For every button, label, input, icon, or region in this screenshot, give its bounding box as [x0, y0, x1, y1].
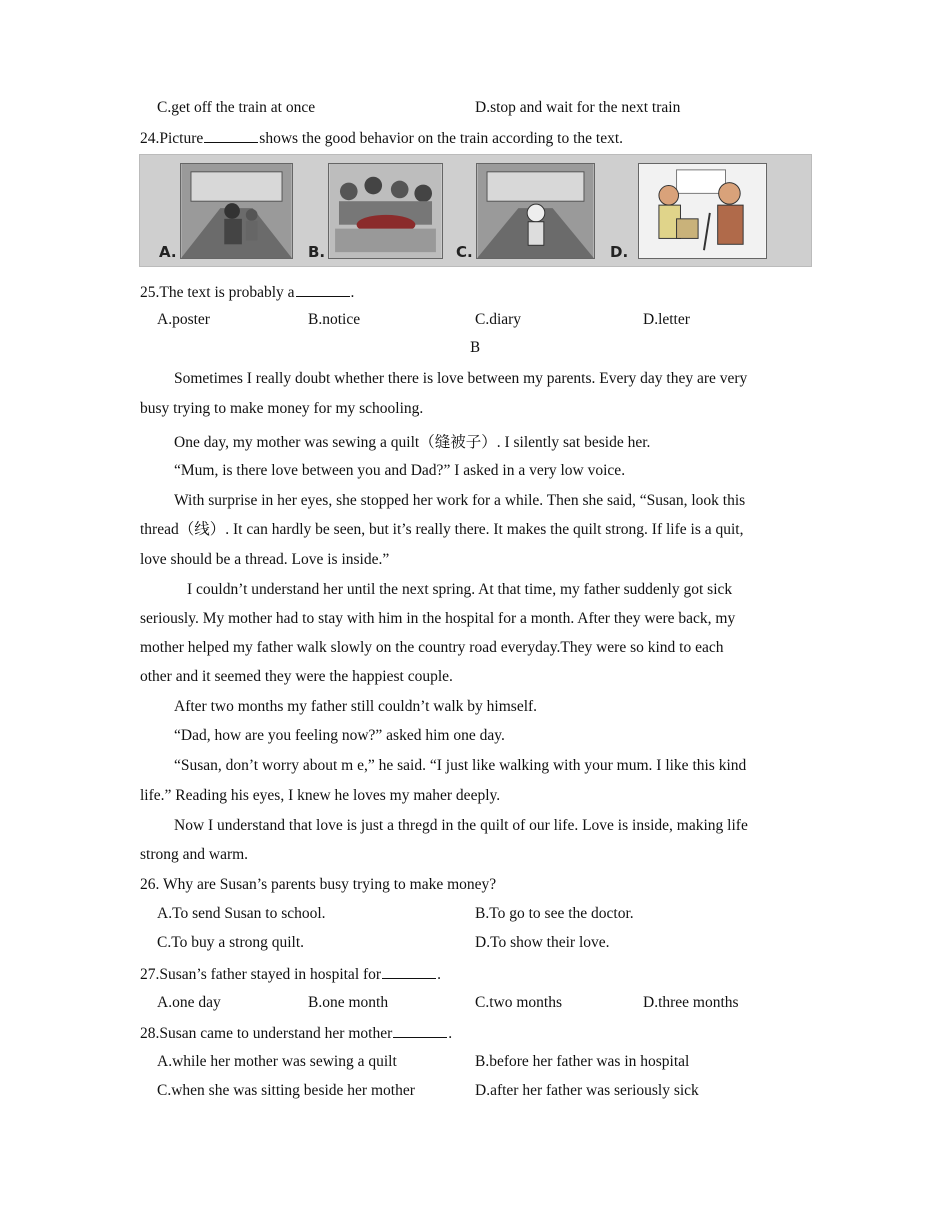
train-scene-a-icon — [181, 164, 292, 258]
q25-stem-end: . — [350, 284, 355, 301]
q27-option-c: C.two months — [475, 994, 562, 1011]
q28-option-a: A.while her mother was sewing a quilt — [157, 1053, 397, 1070]
q25-option-d: D.letter — [643, 311, 690, 328]
passage-line: “Dad, how are you feeling now?” asked him one day. — [174, 727, 505, 744]
train-scene-c-icon — [477, 164, 594, 258]
answer-blank — [204, 128, 258, 143]
q25-option-a: A.poster — [157, 311, 210, 328]
passage-line: One day, my mother was sewing a quilt（缝被子）. I silently sat beside her. — [174, 434, 651, 451]
q26-option-a: A.To send Susan to school. — [157, 905, 326, 922]
q28-option-c: C.when she was sitting beside her mother — [157, 1082, 415, 1099]
q28-option-b: B.before her father was in hospital — [475, 1053, 690, 1070]
q26-option-d: D.To show their love. — [475, 934, 610, 951]
passage-line: life.” Reading his eyes, I knew he loves my maher deeply. — [140, 787, 501, 804]
passage-line: “Mum, is there love between you and Dad?” I asked in a very low voice. — [174, 462, 626, 479]
passage-line: “Susan, don’t worry about m e,” he said. “I just like walking with your mum. I like this kind — [174, 757, 747, 774]
q28-stem-end: . — [448, 1025, 453, 1042]
answer-blank — [393, 1023, 447, 1038]
picture-label-a: A. — [159, 243, 177, 261]
picture-b-crowded-passengers — [328, 163, 443, 259]
q23-option-c: C.get off the train at once — [157, 99, 316, 116]
q27-option-b: B.one month — [308, 994, 389, 1011]
passage-line: seriously. My mother had to stay with him in the hospital for a month. After they were back, my — [140, 610, 736, 627]
passage-line — [174, 370, 808, 388]
q25-stem-text: 25.The text is probably a — [140, 284, 295, 301]
passage-line: After two months my father still couldn’t walk by himself. — [174, 698, 538, 715]
q26-option-c: C.To buy a strong quilt. — [157, 934, 305, 951]
picture-c-passenger-in-aisle — [476, 163, 595, 259]
q28-option-d: D.after her father was seriously sick — [475, 1082, 699, 1099]
passage-text: Sometimes I really doubt whether there is love between my parents. Every day they are very — [174, 370, 748, 387]
passage-line: I couldn’t understand her until the next spring. At that time, my father suddenly got sick — [187, 581, 733, 598]
q24-stem-prefix: 24.Picture — [140, 130, 204, 147]
train-scene-b-icon — [329, 164, 442, 258]
q25-option-c: C.diary — [475, 311, 522, 328]
passage-line: With surprise in her eyes, she stopped her work for a while. Then she said, “Susan, look this — [174, 492, 746, 509]
answer-blank — [296, 282, 350, 297]
q27-option-d: D.three months — [643, 994, 739, 1011]
answer-blank — [382, 964, 436, 979]
q28-stem-text: 28.Susan came to understand her mother — [140, 1025, 393, 1042]
q24-stem-suffix: shows the good behavior on the train according to the text. — [259, 130, 624, 147]
passage-line: mother helped my father walk slowly on the country road everyday.They were so kind to each — [140, 639, 724, 656]
q26-stem: 26. Why are Susan’s parents busy trying to make money? — [140, 876, 497, 893]
passage-line: thread（线）. It can hardly be seen, but it’s really there. It makes the quilt strong. If life is a quit, — [140, 521, 744, 538]
passage-line: strong and warm. — [140, 846, 249, 863]
q26-option-b: B.To go to see the doctor. — [475, 905, 634, 922]
picture-label-b: B. — [308, 243, 326, 261]
q24-picture-strip — [139, 154, 812, 267]
passage-line: other and it seemed they were the happiest couple. — [140, 668, 453, 685]
passage-line: love should be a thread. Love is inside.” — [140, 551, 390, 568]
q25-option-b: B.notice — [308, 311, 361, 328]
q24-stem — [140, 128, 623, 148]
picture-label-c: C. — [456, 243, 473, 261]
q27-stem-end: . — [437, 966, 441, 983]
q23-option-d: D.stop and wait for the next train — [475, 99, 681, 116]
q25-stem — [140, 282, 354, 302]
section-heading: B — [469, 340, 481, 356]
picture-a-train-interior — [180, 163, 293, 259]
train-scene-d-icon — [639, 164, 766, 258]
q27-option-a: A.one day — [157, 994, 221, 1011]
passage-line: busy trying to make money for my schooling. — [140, 400, 424, 417]
picture-label-d: D. — [610, 243, 629, 261]
q27-stem-text: 27.Susan’s father stayed in hospital for — [140, 966, 382, 983]
q28-stem — [140, 1023, 452, 1043]
picture-d-giving-seat — [638, 163, 767, 259]
passage-line: Now I understand that love is just a thregd in the quilt of our life. Love is inside, making life — [174, 817, 748, 834]
q27-stem — [140, 964, 441, 984]
